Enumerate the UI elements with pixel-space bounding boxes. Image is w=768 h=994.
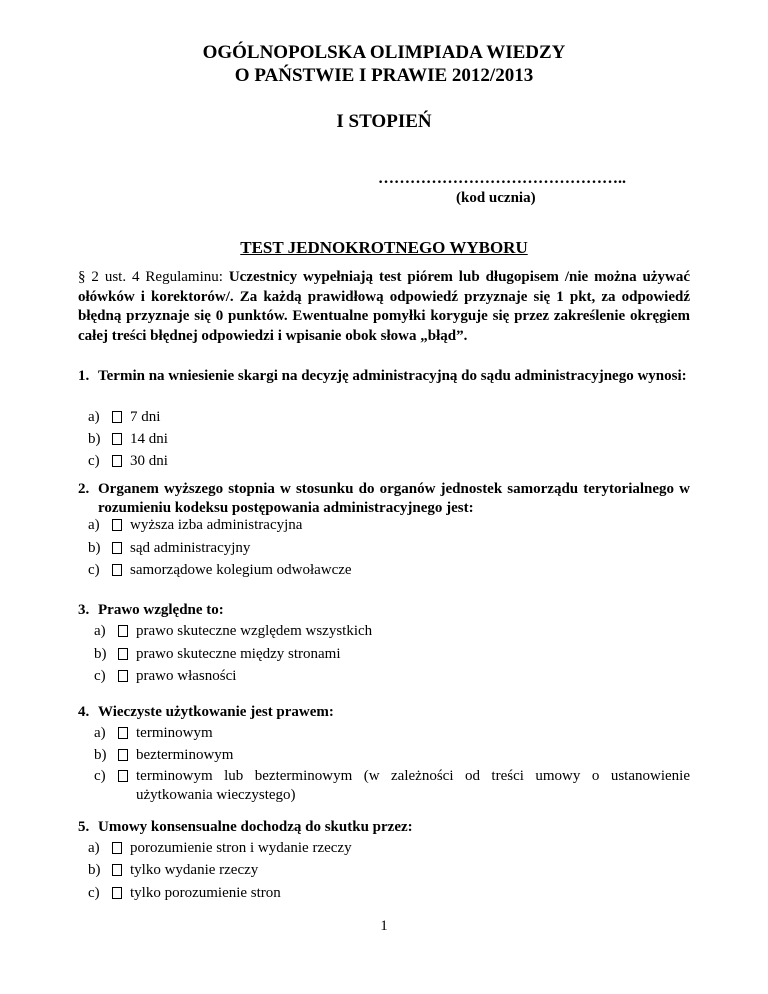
option-text: bezterminowym [136, 747, 234, 763]
option-letter: b) [94, 646, 107, 662]
option-5a[interactable] [88, 839, 352, 858]
option-letter: a) [88, 409, 100, 425]
option-letter: b) [88, 540, 101, 556]
option-letter: c) [88, 885, 100, 901]
title-line-1: OGÓLNOPOLSKA OLIMPIADA WIEDZY [202, 42, 566, 63]
section-title: TEST JEDNOKROTNEGO WYBORU [240, 238, 528, 257]
question-5 [78, 818, 690, 837]
option-text: terminowym lub bezterminowym (w zależności od treści umowy o ustanowienie użytkowania wieczystego) [136, 768, 690, 803]
checkbox-icon[interactable] [118, 670, 128, 682]
page-number: 1 [380, 918, 388, 934]
checkbox-icon[interactable] [118, 727, 128, 739]
question-text: Organem wyższego stopnia w stosunku do organów jednostek samorządu terytorialnego w rozumieniu kodeksu postępowania administracyjnego jest: [98, 481, 690, 516]
option-3c[interactable] [94, 667, 236, 686]
option-text: tylko wydanie rzeczy [130, 862, 259, 878]
option-text: prawo skuteczne względem wszystkich [136, 623, 373, 639]
question-number: 5. [78, 819, 90, 835]
option-text: prawo własności [136, 668, 237, 684]
checkbox-icon[interactable] [112, 887, 122, 899]
option-letter: b) [88, 862, 101, 878]
option-4b[interactable] [94, 746, 233, 765]
question-text: Prawo względne to: [98, 602, 224, 618]
question-3 [78, 601, 690, 620]
option-letter: a) [88, 840, 100, 856]
rules-prefix: § 2 ust. 4 Regulaminu: [78, 269, 229, 285]
option-text: terminowym [136, 725, 213, 741]
checkbox-icon[interactable] [118, 749, 128, 761]
checkbox-icon[interactable] [118, 770, 128, 782]
checkbox-icon[interactable] [112, 519, 122, 531]
question-text: Umowy konsensualne dochodzą do skutku przez: [98, 819, 413, 835]
option-letter: a) [94, 725, 106, 741]
student-code-label: (kod ucznia) [456, 190, 536, 206]
option-letter: c) [94, 668, 106, 684]
option-text: 7 dni [130, 409, 161, 425]
option-letter: c) [88, 562, 100, 578]
option-2a[interactable] [88, 516, 302, 535]
checkbox-icon[interactable] [112, 455, 122, 467]
option-1a[interactable] [88, 408, 160, 427]
rules-paragraph [78, 268, 690, 346]
option-1b[interactable] [88, 430, 168, 449]
checkbox-icon[interactable] [112, 411, 122, 423]
option-1c[interactable] [88, 452, 168, 471]
question-1 [78, 367, 690, 386]
option-text: 14 dni [130, 431, 168, 447]
option-3b[interactable] [94, 645, 341, 664]
option-letter: c) [88, 453, 100, 469]
option-letter: a) [94, 623, 106, 639]
option-4a[interactable] [94, 724, 213, 743]
option-text: 30 dni [130, 453, 168, 469]
option-2b[interactable] [88, 539, 250, 558]
question-number: 1. [78, 368, 90, 384]
question-text: Termin na wniesienie skargi na decyzję administracyjną do sądu administracyjnego wynosi: [98, 368, 687, 384]
checkbox-icon[interactable] [112, 864, 122, 876]
checkbox-icon[interactable] [112, 433, 122, 445]
option-text: prawo skuteczne między stronami [136, 646, 341, 662]
option-letter: a) [88, 517, 100, 533]
option-3a[interactable] [94, 622, 372, 641]
option-text: wyższa izba administracyjna [130, 517, 303, 533]
checkbox-icon[interactable] [118, 625, 128, 637]
checkbox-icon[interactable] [112, 542, 122, 554]
checkbox-icon[interactable] [118, 648, 128, 660]
question-number: 2. [78, 481, 90, 497]
checkbox-icon[interactable] [112, 842, 122, 854]
stage-title: I STOPIEŃ [336, 111, 432, 132]
option-letter: b) [94, 747, 107, 763]
option-text: tylko porozumienie stron [130, 885, 281, 901]
option-text: samorządowe kolegium odwoławcze [130, 562, 352, 578]
student-code-field[interactable]: ……………………………………….. [378, 170, 626, 187]
question-2 [78, 480, 690, 518]
option-4c[interactable] [94, 767, 690, 805]
question-number: 4. [78, 704, 90, 720]
option-letter: b) [88, 431, 101, 447]
option-letter: c) [94, 768, 106, 784]
option-5b[interactable] [88, 861, 258, 880]
title-line-2: O PAŃSTWIE I PRAWIE 2012/2013 [234, 65, 534, 86]
question-text: Wieczyste użytkowanie jest prawem: [98, 704, 334, 720]
option-text: porozumienie stron i wydanie rzeczy [130, 840, 352, 856]
question-number: 3. [78, 602, 90, 618]
checkbox-icon[interactable] [112, 564, 122, 576]
option-2c[interactable] [88, 561, 352, 580]
rules-body: Uczestnicy wypełniają test piórem lub długopisem /nie można używać ołówków i korektorów/. Za każdą prawidłową odpowiedź przyznaje się 1 pkt, za odpowiedź błędną przyznaje się 0 punktów. Ewentualne pomyłki koryguje się przez zakreślenie okręgiem całej treści błędnej odpowiedzi i wpisanie obok słowa „błąd”. [78, 269, 690, 344]
option-text: sąd administracyjny [130, 540, 251, 556]
question-4 [78, 703, 690, 722]
option-5c[interactable] [88, 884, 281, 903]
